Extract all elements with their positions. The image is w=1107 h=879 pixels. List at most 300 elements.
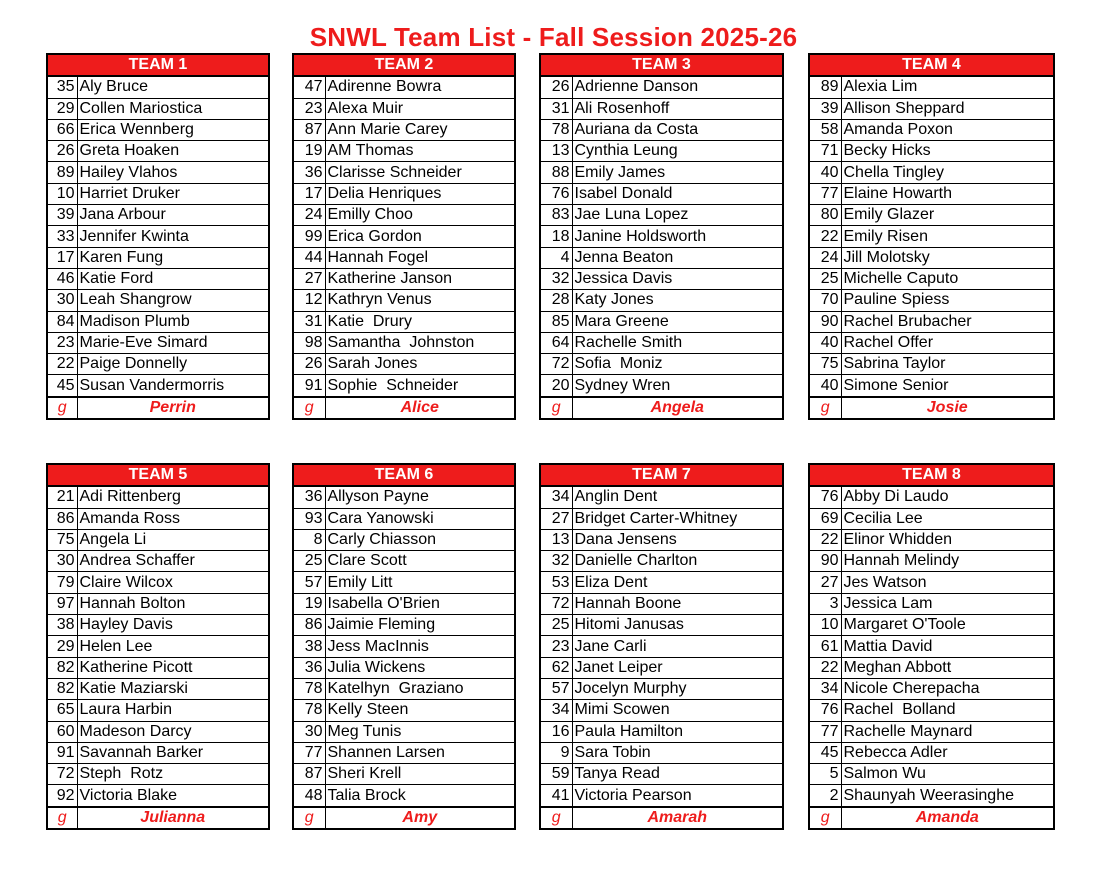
goalie-name: Perrin	[77, 397, 269, 419]
player-number: 9	[540, 742, 572, 763]
player-number: 64	[540, 332, 572, 353]
player-name: Ann Marie Carey	[325, 119, 515, 140]
player-name: Adirenne Bowra	[325, 76, 515, 98]
player-number: 13	[540, 529, 572, 550]
player-name: Jill Molotsky	[841, 247, 1054, 268]
player-number: 98	[293, 332, 325, 353]
player-name: Jae Luna Lopez	[572, 205, 783, 226]
player-row	[293, 572, 515, 593]
player-number: 92	[47, 785, 77, 807]
player-number: 32	[540, 551, 572, 572]
player-name: Carly Chiasson	[325, 529, 515, 550]
player-name: Andrea Schaffer	[77, 551, 269, 572]
goalie-name: Amarah	[572, 807, 783, 829]
goalie-marker: g	[540, 397, 572, 419]
player-name: Sarah Jones	[325, 354, 515, 375]
team-table-2	[292, 53, 516, 420]
player-number: 25	[809, 268, 841, 289]
player-name: Cecilia Lee	[841, 508, 1054, 529]
player-name: Emily Risen	[841, 226, 1054, 247]
player-number: 91	[47, 742, 77, 763]
player-number: 57	[540, 678, 572, 699]
player-row	[540, 572, 783, 593]
player-name: Jess MacInnis	[325, 636, 515, 657]
player-number: 80	[809, 205, 841, 226]
player-row	[293, 119, 515, 140]
player-row	[809, 636, 1054, 657]
player-row	[47, 332, 269, 353]
player-number: 88	[540, 162, 572, 183]
player-number: 77	[809, 721, 841, 742]
player-number: 66	[47, 119, 77, 140]
player-name: Kathryn Venus	[325, 290, 515, 311]
player-number: 38	[293, 636, 325, 657]
player-row	[293, 742, 515, 763]
player-number: 76	[540, 183, 572, 204]
player-row	[540, 615, 783, 636]
player-row	[809, 332, 1054, 353]
player-number: 86	[47, 508, 77, 529]
player-name: Simone Senior	[841, 375, 1054, 397]
player-row	[809, 678, 1054, 699]
player-name: Talia Brock	[325, 785, 515, 807]
player-number: 26	[540, 76, 572, 98]
player-number: 28	[540, 290, 572, 311]
player-name: Jaimie Fleming	[325, 615, 515, 636]
player-number: 40	[809, 375, 841, 397]
player-name: Leah Shangrow	[77, 290, 269, 311]
player-row	[293, 657, 515, 678]
player-row	[47, 311, 269, 332]
player-name: Greta Hoaken	[77, 141, 269, 162]
player-number: 22	[809, 226, 841, 247]
player-name: Mimi Scowen	[572, 700, 783, 721]
player-row	[47, 742, 269, 763]
player-row	[47, 98, 269, 119]
player-number: 33	[47, 226, 77, 247]
player-row	[809, 247, 1054, 268]
player-number: 53	[540, 572, 572, 593]
goalie-name: Amy	[325, 807, 515, 829]
player-name: Meg Tunis	[325, 721, 515, 742]
player-row	[540, 678, 783, 699]
goalie-name: Josie	[841, 397, 1054, 419]
player-number: 30	[293, 721, 325, 742]
player-row	[809, 742, 1054, 763]
player-number: 30	[47, 290, 77, 311]
player-row	[540, 742, 783, 763]
player-number: 17	[47, 247, 77, 268]
player-name: Janet Leiper	[572, 657, 783, 678]
player-name: Harriet Druker	[77, 183, 269, 204]
player-number: 29	[47, 98, 77, 119]
player-row	[809, 615, 1054, 636]
player-row	[809, 205, 1054, 226]
player-row	[47, 354, 269, 375]
player-row	[293, 508, 515, 529]
player-number: 13	[540, 141, 572, 162]
player-number: 23	[540, 636, 572, 657]
goalie-marker: g	[540, 807, 572, 829]
player-row	[293, 162, 515, 183]
player-name: Emilly Choo	[325, 205, 515, 226]
player-row	[47, 551, 269, 572]
player-row	[809, 162, 1054, 183]
player-number: 90	[809, 551, 841, 572]
player-name: Hannah Melindy	[841, 551, 1054, 572]
player-row	[293, 332, 515, 353]
player-name: Hitomi Janusas	[572, 615, 783, 636]
player-name: Marie-Eve Simard	[77, 332, 269, 353]
player-row	[540, 700, 783, 721]
player-row	[293, 764, 515, 785]
player-row	[47, 657, 269, 678]
player-name: Ali Rosenhoff	[572, 98, 783, 119]
player-number: 17	[293, 183, 325, 204]
player-number: 23	[47, 332, 77, 353]
player-name: Mara Greene	[572, 311, 783, 332]
team-table-8	[808, 463, 1055, 830]
player-row	[293, 226, 515, 247]
goalie-row	[540, 807, 783, 829]
player-name: Cynthia Leung	[572, 141, 783, 162]
player-number: 77	[293, 742, 325, 763]
player-name: Jennifer Kwinta	[77, 226, 269, 247]
player-row	[809, 311, 1054, 332]
player-row	[293, 311, 515, 332]
player-number: 24	[809, 247, 841, 268]
player-name: Allison Sheppard	[841, 98, 1054, 119]
player-number: 21	[47, 486, 77, 508]
player-name: Jes Watson	[841, 572, 1054, 593]
player-row	[540, 375, 783, 397]
player-number: 91	[293, 375, 325, 397]
player-name: Katie Maziarski	[77, 678, 269, 699]
player-name: Eliza Dent	[572, 572, 783, 593]
player-row	[540, 76, 783, 98]
player-row	[540, 593, 783, 614]
player-name: Michelle Caputo	[841, 268, 1054, 289]
player-name: Laura Harbin	[77, 700, 269, 721]
goalie-row	[47, 397, 269, 419]
player-row	[809, 268, 1054, 289]
player-name: Shaunyah Weerasinghe	[841, 785, 1054, 807]
player-name: Mattia David	[841, 636, 1054, 657]
goalie-row	[293, 397, 515, 419]
player-name: Hayley Davis	[77, 615, 269, 636]
player-number: 22	[809, 529, 841, 550]
player-number: 8	[293, 529, 325, 550]
player-number: 69	[809, 508, 841, 529]
player-row	[809, 98, 1054, 119]
player-row	[540, 354, 783, 375]
player-number: 39	[47, 205, 77, 226]
player-row	[540, 657, 783, 678]
player-name: Elinor Whidden	[841, 529, 1054, 550]
player-number: 72	[540, 593, 572, 614]
player-row	[809, 593, 1054, 614]
player-name: Emily James	[572, 162, 783, 183]
player-number: 41	[540, 785, 572, 807]
player-name: Emily Litt	[325, 572, 515, 593]
goalie-row	[540, 397, 783, 419]
player-number: 89	[809, 76, 841, 98]
player-row	[47, 721, 269, 742]
player-row	[540, 119, 783, 140]
player-row	[540, 486, 783, 508]
player-row	[540, 268, 783, 289]
player-row	[293, 268, 515, 289]
player-row	[47, 76, 269, 98]
player-row	[809, 141, 1054, 162]
player-number: 4	[540, 247, 572, 268]
player-row	[293, 551, 515, 572]
player-row	[540, 785, 783, 807]
player-name: Rebecca Adler	[841, 742, 1054, 763]
player-name: Anglin Dent	[572, 486, 783, 508]
player-name: Collen Mariostica	[77, 98, 269, 119]
player-row	[47, 785, 269, 807]
player-row	[47, 375, 269, 397]
player-row	[540, 721, 783, 742]
player-name: Amanda Ross	[77, 508, 269, 529]
player-row	[540, 98, 783, 119]
goalie-marker: g	[47, 807, 77, 829]
player-number: 83	[540, 205, 572, 226]
player-name: Clare Scott	[325, 551, 515, 572]
team-header: TEAM 7	[540, 464, 783, 486]
player-number: 78	[293, 700, 325, 721]
goalie-row	[293, 807, 515, 829]
player-number: 84	[47, 311, 77, 332]
player-row	[293, 529, 515, 550]
player-row	[293, 636, 515, 657]
player-name: Victoria Pearson	[572, 785, 783, 807]
player-number: 34	[540, 486, 572, 508]
player-number: 36	[293, 162, 325, 183]
player-name: Jessica Lam	[841, 593, 1054, 614]
player-row	[293, 678, 515, 699]
team-table-7	[539, 463, 784, 830]
player-number: 76	[809, 700, 841, 721]
player-row	[540, 162, 783, 183]
player-name: Hannah Bolton	[77, 593, 269, 614]
player-number: 61	[809, 636, 841, 657]
player-number: 19	[293, 141, 325, 162]
player-name: Alexia Lim	[841, 76, 1054, 98]
player-name: Abby Di Laudo	[841, 486, 1054, 508]
player-row	[47, 593, 269, 614]
player-number: 82	[47, 657, 77, 678]
player-row	[540, 226, 783, 247]
player-row	[809, 354, 1054, 375]
player-number: 85	[540, 311, 572, 332]
player-row	[809, 183, 1054, 204]
player-number: 31	[540, 98, 572, 119]
player-row	[809, 657, 1054, 678]
player-name: Meghan Abbott	[841, 657, 1054, 678]
player-number: 40	[809, 162, 841, 183]
player-number: 29	[47, 636, 77, 657]
player-name: Sofia Moniz	[572, 354, 783, 375]
player-number: 36	[293, 486, 325, 508]
team-header: TEAM 2	[293, 54, 515, 76]
player-row	[809, 572, 1054, 593]
player-name: Tanya Read	[572, 764, 783, 785]
player-row	[293, 98, 515, 119]
player-row	[293, 615, 515, 636]
player-name: Chella Tingley	[841, 162, 1054, 183]
player-number: 70	[809, 290, 841, 311]
player-row	[809, 508, 1054, 529]
player-row	[540, 205, 783, 226]
player-name: Rachel Offer	[841, 332, 1054, 353]
player-number: 59	[540, 764, 572, 785]
player-number: 65	[47, 700, 77, 721]
player-name: Kelly Steen	[325, 700, 515, 721]
player-name: Katherine Janson	[325, 268, 515, 289]
player-number: 32	[540, 268, 572, 289]
player-name: Katherine Picott	[77, 657, 269, 678]
player-number: 27	[293, 268, 325, 289]
player-row	[47, 141, 269, 162]
player-row	[47, 764, 269, 785]
player-row	[540, 290, 783, 311]
player-row	[47, 247, 269, 268]
player-row	[540, 332, 783, 353]
player-number: 60	[47, 721, 77, 742]
player-row	[540, 183, 783, 204]
player-row	[293, 354, 515, 375]
player-row	[293, 700, 515, 721]
player-name: Elaine Howarth	[841, 183, 1054, 204]
team-table-6	[292, 463, 516, 830]
goalie-row	[809, 807, 1054, 829]
team-header: TEAM 1	[47, 54, 269, 76]
player-number: 26	[293, 354, 325, 375]
player-number: 34	[809, 678, 841, 699]
player-number: 34	[540, 700, 572, 721]
player-row	[809, 290, 1054, 311]
player-number: 58	[809, 119, 841, 140]
player-name: Jenna Beaton	[572, 247, 783, 268]
player-number: 75	[47, 529, 77, 550]
team-table-1	[46, 53, 270, 420]
player-row	[47, 268, 269, 289]
player-name: Janine Holdsworth	[572, 226, 783, 247]
player-row	[47, 700, 269, 721]
player-number: 23	[293, 98, 325, 119]
player-name: Pauline Spiess	[841, 290, 1054, 311]
player-number: 22	[809, 657, 841, 678]
player-number: 90	[809, 311, 841, 332]
player-number: 22	[47, 354, 77, 375]
team-header: TEAM 3	[540, 54, 783, 76]
player-name: Clarisse Schneider	[325, 162, 515, 183]
player-number: 57	[293, 572, 325, 593]
player-number: 20	[540, 375, 572, 397]
player-name: Rachelle Maynard	[841, 721, 1054, 742]
player-row	[47, 162, 269, 183]
player-number: 30	[47, 551, 77, 572]
player-name: Cara Yanowski	[325, 508, 515, 529]
player-name: Savannah Barker	[77, 742, 269, 763]
player-row	[809, 764, 1054, 785]
player-number: 10	[809, 615, 841, 636]
goalie-marker: g	[809, 397, 841, 419]
player-name: Salmon Wu	[841, 764, 1054, 785]
player-row	[293, 290, 515, 311]
player-number: 46	[47, 268, 77, 289]
player-row	[47, 572, 269, 593]
player-number: 86	[293, 615, 325, 636]
player-name: Katie Ford	[77, 268, 269, 289]
goalie-marker: g	[47, 397, 77, 419]
player-number: 82	[47, 678, 77, 699]
player-name: Bridget Carter-Whitney	[572, 508, 783, 529]
player-name: Allyson Payne	[325, 486, 515, 508]
player-number: 47	[293, 76, 325, 98]
player-number: 72	[540, 354, 572, 375]
player-row	[293, 76, 515, 98]
player-row	[47, 119, 269, 140]
player-name: Margaret O'Toole	[841, 615, 1054, 636]
player-name: Amanda Poxon	[841, 119, 1054, 140]
goalie-name: Angela	[572, 397, 783, 419]
player-row	[293, 785, 515, 807]
player-name: Delia Henriques	[325, 183, 515, 204]
player-name: Nicole Cherepacha	[841, 678, 1054, 699]
team-header: TEAM 5	[47, 464, 269, 486]
player-row	[293, 721, 515, 742]
player-name: Rachelle Smith	[572, 332, 783, 353]
team-table-5	[46, 463, 270, 830]
player-row	[540, 141, 783, 162]
player-number: 19	[293, 593, 325, 614]
player-number: 25	[540, 615, 572, 636]
player-number: 79	[47, 572, 77, 593]
page-title: SNWL Team List - Fall Session 2025-26	[309, 22, 798, 52]
player-number: 76	[809, 486, 841, 508]
player-name: Julia Wickens	[325, 657, 515, 678]
player-row	[540, 764, 783, 785]
player-number: 5	[809, 764, 841, 785]
player-name: Auriana da Costa	[572, 119, 783, 140]
player-row	[47, 205, 269, 226]
player-number: 75	[809, 354, 841, 375]
player-name: Sheri Krell	[325, 764, 515, 785]
player-number: 72	[47, 764, 77, 785]
player-name: Sara Tobin	[572, 742, 783, 763]
player-row	[293, 486, 515, 508]
player-name: Katie Drury	[325, 311, 515, 332]
player-name: AM Thomas	[325, 141, 515, 162]
player-number: 48	[293, 785, 325, 807]
player-name: Sydney Wren	[572, 375, 783, 397]
player-number: 24	[293, 205, 325, 226]
player-number: 40	[809, 332, 841, 353]
player-row	[293, 247, 515, 268]
player-name: Jane Carli	[572, 636, 783, 657]
player-number: 35	[47, 76, 77, 98]
player-number: 97	[47, 593, 77, 614]
player-name: Isabel Donald	[572, 183, 783, 204]
player-row	[293, 375, 515, 397]
goalie-row	[809, 397, 1054, 419]
player-number: 71	[809, 141, 841, 162]
player-row	[47, 615, 269, 636]
player-name: Helen Lee	[77, 636, 269, 657]
